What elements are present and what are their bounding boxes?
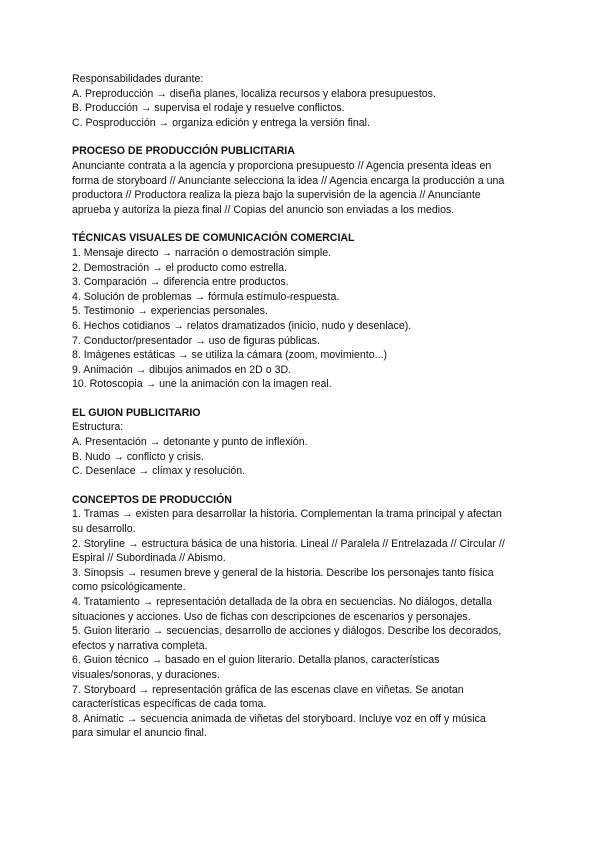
responsabilidades-item: C. Posproducción → organiza edición y entrega la versión final.	[72, 116, 370, 129]
guion-heading: EL GUION PUBLICITARIO	[72, 406, 201, 419]
proceso-text-line: forma de storyboard // Anunciante selecciona la idea // Agencia encarga la producción a una	[72, 174, 505, 187]
document-page	[72, 72, 534, 741]
conceptos-text-line: características específicas de cada toma.	[72, 698, 267, 711]
conceptos-section	[72, 493, 534, 741]
guion-item: B. Nudo → conflicto y crisis.	[72, 450, 204, 463]
tecnicas-item: 7. Conductor/presentador → uso de figuras públicas.	[72, 334, 320, 347]
conceptos-text-line: 3. Sinopsis → resumen breve y general de la historia. Describe los personajes tanto física	[72, 566, 494, 579]
conceptos-text-line: 4. Tratamiento → representación detallada de la obra en secuencias. No diálogos, detalla	[72, 596, 492, 608]
conceptos-text-line: 8. Animatic → secuencia animada de viñetas del storyboard. Incluye voz en off y música	[72, 712, 486, 725]
tecnicas-item: 1. Mensaje directo → narración o demostración simple.	[72, 246, 332, 259]
tecnicas-item: 4. Solución de problemas → fórmula estímulo-respuesta.	[72, 290, 340, 303]
guion-item: A. Presentación → detonante y punto de inflexión.	[72, 436, 308, 449]
tecnicas-item: 8. Imágenes estáticas → se utiliza la cámara (zoom, movimiento...)	[72, 349, 387, 362]
proceso-text-line: aprueba y autoriza la pieza final // Copias del anuncio son enviadas a los medios.	[72, 203, 455, 216]
guion-intro: Estructura:	[72, 421, 124, 434]
proceso-heading: PROCESO DE PRODUCCIÓN PUBLICITARIA	[72, 145, 295, 158]
proceso-section	[72, 144, 534, 217]
tecnicas-item: 3. Comparación → diferencia entre productos.	[72, 276, 289, 289]
conceptos-text-line: 6. Guion técnico → basado en el guion literario. Detalla planos, características	[72, 654, 440, 667]
conceptos-text-line: para simular el anuncio final.	[72, 727, 207, 740]
tecnicas-item: 10. Rotoscopia → une la animación con la imagen real.	[72, 378, 332, 391]
conceptos-text-line: como psicológicamente.	[72, 581, 186, 594]
conceptos-text-line: 1. Tramas → existen para desarrollar la historia. Complementan la trama principal y afectan	[72, 508, 502, 521]
guion-item: C. Desenlace → clímax y resolución.	[72, 465, 246, 478]
conceptos-heading: CONCEPTOS DE PRODUCCIÓN	[72, 493, 232, 506]
proceso-text-line: Anunciante contrata a la agencia y proporciona presupuesto // Agencia presenta ideas en	[72, 159, 492, 172]
proceso-text-line: productora // Productora realiza la pieza bajo la supervisión de la agencia // Anunciante	[72, 189, 481, 202]
conceptos-text-line: efectos y narrativa completa.	[72, 639, 208, 652]
tecnicas-item: 9. Animación → dibujos animados en 2D o 3D.	[72, 363, 292, 376]
conceptos-text-line: 5. Guion literario → secuencias, desarrollo de acciones y diálogos. Describe los decorados,	[72, 625, 502, 638]
responsabilidades-intro: Responsabilidades durante:	[72, 73, 204, 85]
conceptos-text-line: 2. Storyline → estructura básica de una historia. Lineal // Paralela // Entrelazada // Circular //	[72, 537, 505, 550]
tecnicas-section	[72, 231, 534, 392]
conceptos-text-line: 7. Storyboard → representación gráfica de las escenas clave en viñetas. Se anotan	[72, 683, 464, 696]
conceptos-text-line: visuales/sonoras, y duraciones.	[72, 668, 220, 681]
conceptos-text-line: situaciones y acciones. Uso de fichas con descripciones de escenarios y personajes.	[72, 610, 471, 623]
guion-section	[72, 406, 534, 479]
tecnicas-heading: TÉCNICAS VISUALES DE COMUNICACIÓN COMERCIAL	[72, 232, 355, 245]
conceptos-text-line: su desarrollo.	[72, 523, 136, 536]
tecnicas-item: 2. Demostración → el producto como estrella.	[72, 261, 287, 274]
responsabilidades-item: A. Preproducción → diseña planes, localiza recursos y elabora presupuestos.	[72, 87, 436, 100]
tecnicas-item: 5. Testimonio → experiencias personales.	[72, 305, 268, 318]
responsabilidades-item: B. Producción → supervisa el rodaje y resuelve conflictos.	[72, 102, 345, 115]
tecnicas-item: 6. Hechos cotidianos → relatos dramatizados (inicio, nudo y desenlace).	[72, 319, 412, 332]
responsabilidades-section	[72, 72, 534, 130]
conceptos-text-line: Espiral // Subordinada // Abismo.	[72, 552, 226, 565]
